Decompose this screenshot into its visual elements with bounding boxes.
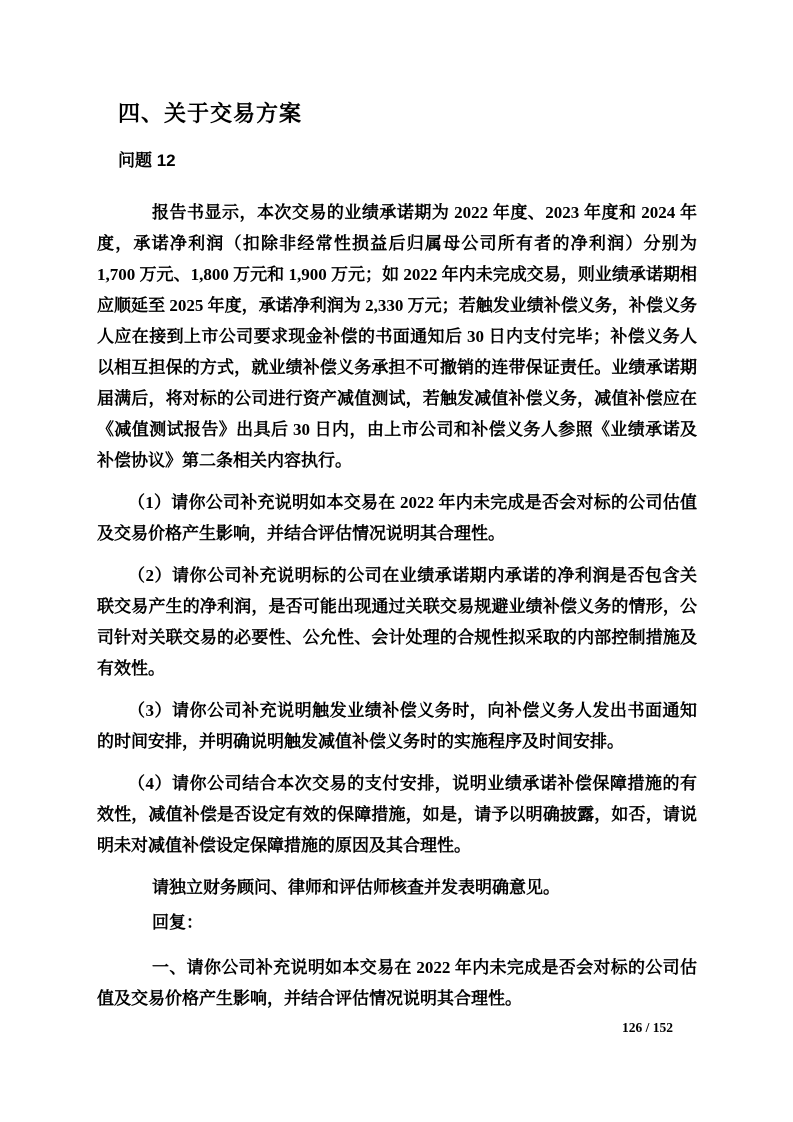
page-number: 126 / 152 <box>621 1020 673 1035</box>
sub-question-3: （3）请你公司补充说明触发业绩补偿义务时，向补偿义务人发出书面通知的时间安排，并明确说明触发减值补偿义务时的实施程序及时间安排。 <box>97 701 697 751</box>
section-heading: 四、关于交易方案 <box>118 101 303 126</box>
sub-question-1: （1）请你公司补充说明如本交易在 2022 年内未完成是否会对标的公司估值及交易价格产生影响，并结合评估情况说明其合理性。 <box>97 493 697 543</box>
verification-request-line: 请独立财务顾问、律师和评估师核查并发表明确意见。 <box>152 878 560 897</box>
intro-paragraph: 报告书显示，本次交易的业绩承诺期为 2022 年度、2023 年度和 2024 年度，承诺净利润（扣除非经常性损益后归属母公司所有者的净利润）分别为 1,700 万元、1,800 万元和 1,900 万元；如 2022 年内未完成交易，则业绩承诺期相应顺延至 2025 年度，承诺净利润为 2,330 万元；若触发业绩补偿义务，补偿义务人应在接到上市公司要求现金补偿的书面通知后 30 日内支付完毕；补偿义务人以相互担保的方式，就业绩补偿义务承担不可撤销的连带保证责任。业绩承诺期届满后，将对标的公司进行资产减值测试，若触发减值补偿义务，减值补偿应在《减值测试报告》出具后 30 日内，由上市公司和补偿义务人参照《业绩承诺及补偿协议》第二条相关内容执行。 <box>97 203 697 470</box>
question-number-label: 问题 12 <box>118 151 176 170</box>
reply-label: 回复： <box>152 913 203 932</box>
sub-question-4: （4）请你公司结合本次交易的支付安排，说明业绩承诺补偿保障措施的有效性，减值补偿是否设定有效的保障措施，如是，请予以明确披露，如否，请说明未对减值补偿设定保障措施的原因及其合理性。 <box>97 774 697 855</box>
sub-question-2: （2）请你公司补充说明标的公司在业绩承诺期内承诺的净利润是否包含关联交易产生的净利润，是否可能出现通过关联交易规避业绩补偿义务的情形，公司针对关联交易的必要性、公允性、会计处理的合规性拟采取的内部控制措施及有效性。 <box>97 566 697 678</box>
reply-section-heading: 一、请你公司补充说明如本交易在 2022 年内未完成是否会对标的公司估值及交易价格产生影响，并结合评估情况说明其合理性。 <box>97 958 697 1008</box>
